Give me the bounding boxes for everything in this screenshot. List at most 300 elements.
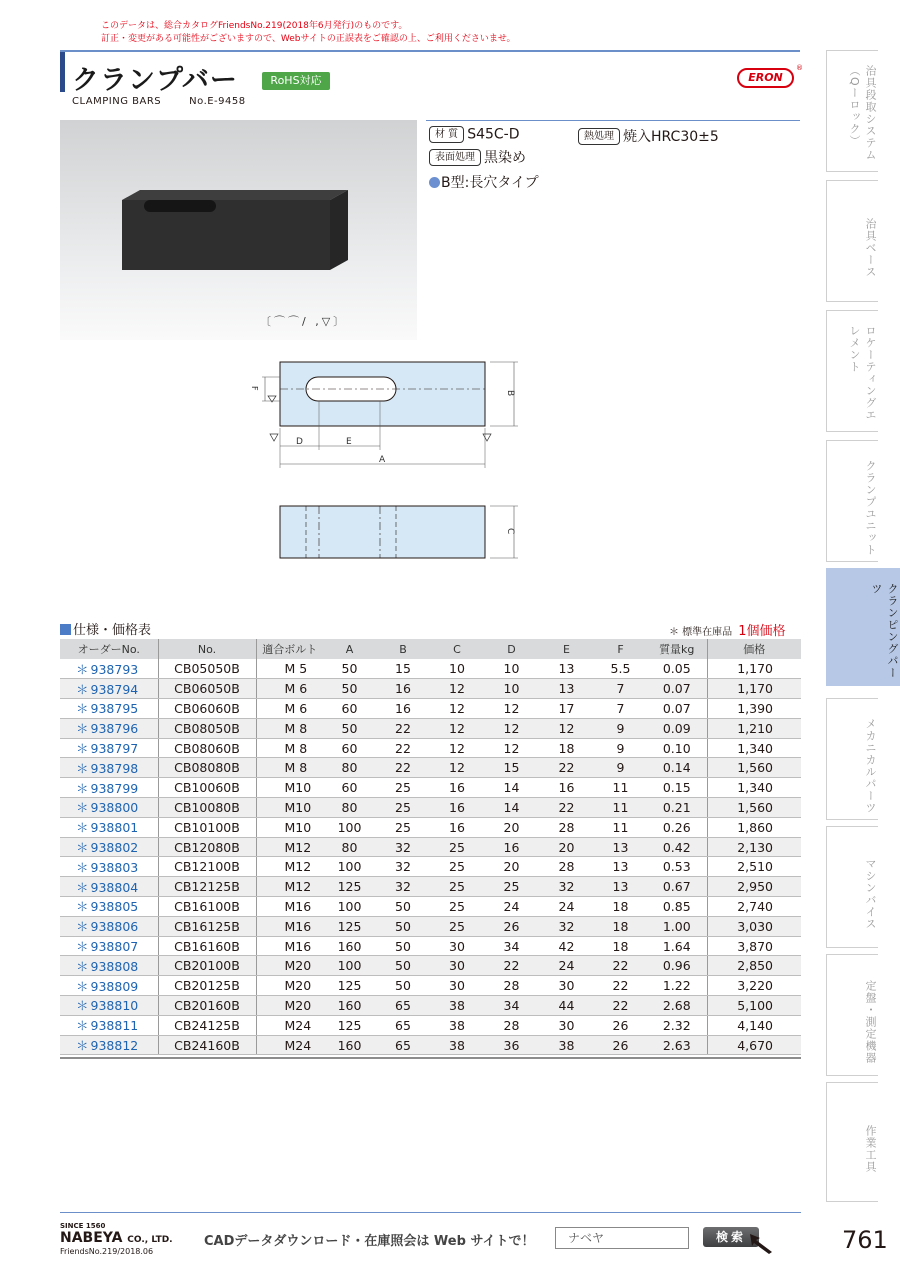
cell-e: 30	[539, 1015, 594, 1035]
photo-caption: 〔⌒⌒/ ,▽〕	[260, 315, 348, 328]
cell-f: 7	[594, 679, 647, 699]
cell-c: 38	[430, 996, 484, 1016]
cell-model-no: CB24160B	[158, 1035, 256, 1055]
order-number[interactable]: 938803	[90, 859, 139, 875]
cell-price: 1,560	[707, 758, 801, 778]
sidebar-tab[interactable]: マシンバイス	[826, 826, 878, 948]
cell-price: 3,870	[707, 936, 801, 956]
catalog-edition: FriendsNo.219/2018.06	[60, 1247, 154, 1256]
company-logo	[60, 1230, 173, 1246]
cell-model-no: CB05050B	[158, 659, 256, 679]
cell-b: 32	[376, 857, 430, 877]
cell-model-no: CB16125B	[158, 916, 256, 936]
heat-treatment-spec	[578, 126, 719, 146]
stock-asterisk-icon: ＊	[76, 840, 89, 856]
cell-f: 18	[594, 916, 647, 936]
cell-d: 25	[484, 877, 539, 897]
cell-b: 65	[376, 1015, 430, 1035]
cell-a: 100	[323, 956, 376, 976]
cell-bolt: M 8	[256, 718, 323, 738]
cell-b: 22	[376, 758, 430, 778]
cell-b: 50	[376, 956, 430, 976]
dim-f-label: F	[250, 386, 259, 391]
order-number[interactable]: 938796	[90, 721, 139, 737]
order-number[interactable]: 938800	[90, 800, 139, 816]
cell-e: 13	[539, 679, 594, 699]
order-number[interactable]: 938799	[90, 780, 139, 796]
cell-f: 7	[594, 699, 647, 719]
cell-mass: 0.42	[647, 837, 707, 857]
cell-bolt: M24	[256, 1015, 323, 1035]
cell-f: 11	[594, 778, 647, 798]
cell-a: 50	[323, 659, 376, 679]
col-f: F	[594, 639, 647, 659]
cell-price: 1,170	[707, 679, 801, 699]
cell-price: 2,130	[707, 837, 801, 857]
cell-a: 100	[323, 897, 376, 917]
cell-b: 22	[376, 718, 430, 738]
cell-model-no: CB24125B	[158, 1015, 256, 1035]
cell-bolt: M 8	[256, 758, 323, 778]
stock-asterisk-icon: ＊	[76, 899, 89, 915]
col-b: B	[376, 639, 430, 659]
cell-mass: 0.14	[647, 758, 707, 778]
cell-order-no[interactable]	[60, 679, 158, 699]
cell-mass: 0.15	[647, 778, 707, 798]
order-number[interactable]: 938802	[90, 840, 139, 856]
sidebar-tab[interactable]: ロケーティングエレメント	[826, 310, 878, 432]
cell-e: 44	[539, 996, 594, 1016]
cell-a: 125	[323, 877, 376, 897]
order-number[interactable]: 938804	[90, 879, 139, 895]
cell-b: 50	[376, 897, 430, 917]
cell-f: 13	[594, 857, 647, 877]
cell-order-no[interactable]	[60, 1035, 158, 1055]
type-label	[429, 172, 539, 192]
cell-d: 28	[484, 1015, 539, 1035]
cell-d: 36	[484, 1035, 539, 1055]
cell-c: 12	[430, 738, 484, 758]
table-row	[60, 897, 801, 917]
cell-d: 34	[484, 996, 539, 1016]
cell-mass: 2.63	[647, 1035, 707, 1055]
sidebar-tab[interactable]: 作業工具	[826, 1082, 878, 1202]
cell-b: 25	[376, 778, 430, 798]
cell-d: 10	[484, 659, 539, 679]
cell-c: 25	[430, 837, 484, 857]
cell-a: 160	[323, 996, 376, 1016]
cell-c: 16	[430, 798, 484, 818]
material-spec	[429, 126, 520, 143]
search-input[interactable]: ナベヤ	[555, 1227, 689, 1249]
col-order-no: オーダーNo.	[60, 639, 158, 659]
registered-mark: ®	[796, 64, 803, 72]
type-text: B型:長穴タイプ	[441, 175, 539, 191]
cell-price: 3,030	[707, 916, 801, 936]
catalog-number: No.E-9458	[189, 96, 246, 107]
cell-f: 26	[594, 1035, 647, 1055]
cell-d: 26	[484, 916, 539, 936]
cell-price: 5,100	[707, 996, 801, 1016]
search-button[interactable]: 検索	[703, 1227, 759, 1247]
cell-bolt: M24	[256, 1035, 323, 1055]
cell-e: 32	[539, 877, 594, 897]
cell-price: 2,950	[707, 877, 801, 897]
eron-logo: ERON	[737, 68, 794, 88]
dim-b-label: B	[505, 390, 515, 397]
cell-e: 42	[539, 936, 594, 956]
stock-asterisk-icon: ＊	[76, 741, 89, 757]
bullet-dot-icon	[429, 177, 440, 188]
surface-treatment-spec	[429, 147, 526, 167]
order-number[interactable]: 938810	[90, 998, 139, 1014]
cell-mass: 0.05	[647, 659, 707, 679]
cell-e: 17	[539, 699, 594, 719]
cell-a: 160	[323, 936, 376, 956]
cell-order-no[interactable]	[60, 837, 158, 857]
cell-order-no[interactable]	[60, 758, 158, 778]
order-number[interactable]: 938811	[90, 1018, 139, 1034]
cell-bolt: M12	[256, 877, 323, 897]
cell-f: 9	[594, 718, 647, 738]
sidebar-tab[interactable]: クランプユニット	[826, 440, 878, 562]
surface-treatment-label: 表面処理	[429, 149, 481, 166]
cell-c: 30	[430, 956, 484, 976]
cell-price: 2,740	[707, 897, 801, 917]
stock-asterisk-icon: ＊	[76, 919, 89, 935]
cell-e: 30	[539, 976, 594, 996]
cell-b: 16	[376, 699, 430, 719]
cell-d: 28	[484, 976, 539, 996]
cell-order-no[interactable]	[60, 738, 158, 758]
cell-c: 38	[430, 1035, 484, 1055]
cell-price: 1,560	[707, 798, 801, 818]
cell-order-no[interactable]	[60, 718, 158, 738]
cell-a: 50	[323, 679, 376, 699]
cell-e: 16	[539, 778, 594, 798]
cell-price: 1,340	[707, 738, 801, 758]
cell-c: 25	[430, 857, 484, 877]
cell-model-no: CB20160B	[158, 996, 256, 1016]
cell-f: 18	[594, 936, 647, 956]
cell-b: 50	[376, 936, 430, 956]
cell-model-no: CB20100B	[158, 956, 256, 976]
col-model-no: No.	[158, 639, 256, 659]
cell-b: 22	[376, 738, 430, 758]
cell-c: 25	[430, 916, 484, 936]
cell-b: 65	[376, 996, 430, 1016]
stock-asterisk-icon: ＊	[76, 820, 89, 836]
cell-mass: 0.53	[647, 857, 707, 877]
cell-bolt: M20	[256, 976, 323, 996]
sidebar-tab[interactable]: 治具段取システム（Qーロック）	[826, 50, 878, 172]
cell-f: 13	[594, 877, 647, 897]
cell-f: 26	[594, 1015, 647, 1035]
cell-bolt: M10	[256, 778, 323, 798]
cell-model-no: CB16100B	[158, 897, 256, 917]
table-row	[60, 996, 801, 1016]
page-title: クランプバー	[72, 65, 238, 96]
english-title: CLAMPING BARS	[72, 96, 162, 107]
cell-f: 9	[594, 738, 647, 758]
cell-d: 10	[484, 679, 539, 699]
cell-model-no: CB12100B	[158, 857, 256, 877]
order-number[interactable]: 938794	[90, 681, 139, 697]
cell-c: 12	[430, 699, 484, 719]
cell-order-no[interactable]	[60, 877, 158, 897]
table-row	[60, 1035, 801, 1055]
order-number[interactable]: 938795	[90, 701, 139, 717]
cell-order-no[interactable]	[60, 798, 158, 818]
cell-mass: 0.96	[647, 956, 707, 976]
cell-model-no: CB06050B	[158, 679, 256, 699]
table-row	[60, 817, 801, 837]
order-number[interactable]: 938793	[90, 661, 139, 677]
cell-a: 125	[323, 976, 376, 996]
cell-d: 12	[484, 699, 539, 719]
cell-mass: 0.07	[647, 679, 707, 699]
cell-a: 60	[323, 778, 376, 798]
table-row	[60, 798, 801, 818]
sidebar-tab[interactable]: メカニカルパーツ	[826, 698, 878, 820]
cell-price: 3,220	[707, 976, 801, 996]
cell-price: 1,340	[707, 778, 801, 798]
sidebar-tab[interactable]: 治具ベース	[826, 180, 878, 302]
stock-asterisk-icon: ＊	[76, 800, 89, 816]
cell-a: 125	[323, 916, 376, 936]
cell-model-no: CB08080B	[158, 758, 256, 778]
cell-bolt: M 6	[256, 699, 323, 719]
cell-order-no[interactable]	[60, 976, 158, 996]
spec-rule	[426, 120, 800, 121]
cell-mass: 1.00	[647, 916, 707, 936]
cell-b: 15	[376, 659, 430, 679]
cell-d: 15	[484, 758, 539, 778]
table-row	[60, 659, 801, 679]
cell-f: 5.5	[594, 659, 647, 679]
stock-asterisk-icon: ＊	[76, 760, 89, 776]
cell-a: 80	[323, 798, 376, 818]
cell-bolt: M16	[256, 936, 323, 956]
cell-d: 12	[484, 738, 539, 758]
stock-asterisk-icon: ＊	[76, 879, 89, 895]
cell-c: 25	[430, 897, 484, 917]
cell-b: 50	[376, 916, 430, 936]
order-number[interactable]: 938801	[90, 820, 139, 836]
cell-c: 16	[430, 817, 484, 837]
cell-order-no[interactable]	[60, 916, 158, 936]
cell-order-no[interactable]	[60, 996, 158, 1016]
cell-e: 28	[539, 857, 594, 877]
section-title-text: 仕様・価格表	[73, 623, 152, 638]
material-value: S45C-D	[467, 126, 520, 143]
cell-d: 34	[484, 936, 539, 956]
cell-price: 4,670	[707, 1035, 801, 1055]
cell-order-no[interactable]	[60, 857, 158, 877]
cell-f: 18	[594, 897, 647, 917]
cell-d: 20	[484, 817, 539, 837]
dim-c-label: C	[505, 528, 515, 535]
cell-d: 14	[484, 778, 539, 798]
cell-a: 50	[323, 718, 376, 738]
clamp-bar-image	[60, 120, 417, 340]
subtitle	[72, 96, 246, 107]
section-title	[60, 619, 151, 638]
col-e: E	[539, 639, 594, 659]
cell-model-no: CB12080B	[158, 837, 256, 857]
cell-bolt: M16	[256, 916, 323, 936]
cell-mass: 1.22	[647, 976, 707, 996]
cell-mass: 0.85	[647, 897, 707, 917]
cell-model-no: CB20125B	[158, 976, 256, 996]
cell-a: 100	[323, 817, 376, 837]
cell-order-no[interactable]	[60, 956, 158, 976]
cell-a: 80	[323, 837, 376, 857]
cell-a: 60	[323, 738, 376, 758]
stock-asterisk-icon: ＊	[76, 780, 89, 796]
cell-e: 28	[539, 817, 594, 837]
cell-c: 12	[430, 718, 484, 738]
footer-rule	[60, 1212, 801, 1213]
material-label: 材 質	[429, 126, 464, 143]
table-bottom-rule	[60, 1057, 801, 1059]
order-number[interactable]: 938797	[90, 741, 139, 757]
cell-e: 12	[539, 718, 594, 738]
cell-mass: 2.32	[647, 1015, 707, 1035]
cell-bolt: M12	[256, 857, 323, 877]
cell-b: 25	[376, 798, 430, 818]
cell-model-no: CB08060B	[158, 738, 256, 758]
stock-asterisk-icon: ＊	[76, 859, 89, 875]
cell-e: 22	[539, 758, 594, 778]
cell-model-no: CB10060B	[158, 778, 256, 798]
cell-b: 32	[376, 837, 430, 857]
cad-download-note: CADデータダウンロード・在庫照会は Web サイトで！	[204, 1234, 535, 1249]
stock-asterisk-icon: ＊	[76, 978, 89, 994]
cell-c: 16	[430, 778, 484, 798]
cursor-arrow-icon	[748, 1232, 778, 1256]
cell-e: 22	[539, 798, 594, 818]
cell-e: 13	[539, 659, 594, 679]
cell-f: 22	[594, 976, 647, 996]
cell-c: 12	[430, 758, 484, 778]
table-row	[60, 877, 801, 897]
cell-e: 32	[539, 916, 594, 936]
col-a: A	[323, 639, 376, 659]
cell-c: 30	[430, 976, 484, 996]
cell-f: 11	[594, 817, 647, 837]
order-number[interactable]: 938805	[90, 899, 139, 915]
cell-bolt: M12	[256, 837, 323, 857]
cell-order-no[interactable]	[60, 936, 158, 956]
cell-mass: 2.68	[647, 996, 707, 1016]
cell-a: 125	[323, 1015, 376, 1035]
cell-order-no[interactable]	[60, 699, 158, 719]
table-row	[60, 758, 801, 778]
cell-bolt: M10	[256, 817, 323, 837]
table-row	[60, 956, 801, 976]
cell-b: 65	[376, 1035, 430, 1055]
standard-stock-note: ＊ 標準在庫品	[669, 627, 733, 638]
catalog-notice	[101, 20, 516, 46]
unit-price-note: 1個価格	[738, 624, 786, 639]
cell-mass: 0.21	[647, 798, 707, 818]
header-rule	[60, 50, 800, 52]
notice-line-2: 訂正・変更がある可能性がございますので、Webサイトの正誤表をご確認の上、ご利用くださいませ。	[101, 34, 516, 44]
table-row	[60, 778, 801, 798]
cell-e: 24	[539, 897, 594, 917]
heat-treatment-label: 熱処理	[578, 128, 620, 145]
cell-price: 1,210	[707, 718, 801, 738]
sidebar-tab[interactable]: 定盤・測定機器	[826, 954, 878, 1076]
cell-f: 9	[594, 758, 647, 778]
stock-asterisk-icon: ＊	[76, 1018, 89, 1034]
stock-asterisk-icon: ＊	[76, 681, 89, 697]
col-mass: 質量kg	[647, 639, 707, 659]
cell-mass: 0.07	[647, 699, 707, 719]
cell-bolt: M20	[256, 956, 323, 976]
cell-c: 30	[430, 936, 484, 956]
cell-price: 1,860	[707, 817, 801, 837]
page-number: 761	[842, 1226, 888, 1254]
order-number[interactable]: 938812	[90, 1038, 139, 1054]
order-number[interactable]: 938809	[90, 978, 139, 994]
cell-f: 22	[594, 956, 647, 976]
cell-bolt: M16	[256, 897, 323, 917]
cell-b: 25	[376, 817, 430, 837]
cell-d: 24	[484, 897, 539, 917]
col-c: C	[430, 639, 484, 659]
cell-d: 22	[484, 956, 539, 976]
cell-e: 20	[539, 837, 594, 857]
cell-order-no[interactable]	[60, 897, 158, 917]
cell-price: 2,510	[707, 857, 801, 877]
col-price: 価格	[707, 639, 801, 659]
cell-f: 11	[594, 798, 647, 818]
dim-e-label: E	[346, 437, 352, 447]
sidebar-tab[interactable]: クランピングパーツ	[826, 568, 900, 686]
order-number[interactable]: 938808	[90, 958, 139, 974]
cell-order-no[interactable]	[60, 817, 158, 837]
cell-bolt: M20	[256, 996, 323, 1016]
cell-mass: 0.09	[647, 718, 707, 738]
order-number[interactable]: 938806	[90, 919, 139, 935]
dim-d-label: D	[296, 437, 303, 447]
cell-order-no[interactable]	[60, 1015, 158, 1035]
cell-order-no[interactable]	[60, 778, 158, 798]
surface-mark-icon	[483, 434, 491, 441]
cell-order-no[interactable]	[60, 659, 158, 679]
cell-e: 18	[539, 738, 594, 758]
cell-b: 16	[376, 679, 430, 699]
surface-treatment-value: 黒染め	[484, 150, 526, 166]
cell-a: 160	[323, 1035, 376, 1055]
cell-bolt: M 6	[256, 679, 323, 699]
stock-asterisk-icon: ＊	[76, 721, 89, 737]
cell-model-no: CB16160B	[158, 936, 256, 956]
cell-c: 12	[430, 679, 484, 699]
table-row	[60, 916, 801, 936]
order-number[interactable]: 938798	[90, 760, 139, 776]
cell-a: 60	[323, 699, 376, 719]
cell-mass: 0.26	[647, 817, 707, 837]
cell-model-no: CB08050B	[158, 718, 256, 738]
since-label: SINCE 1560	[60, 1222, 106, 1230]
title-accent-bar	[60, 52, 65, 92]
col-bolt: 適合ボルト	[256, 639, 323, 659]
rohs-badge: RoHS対応	[262, 72, 330, 90]
order-number[interactable]: 938807	[90, 939, 139, 955]
